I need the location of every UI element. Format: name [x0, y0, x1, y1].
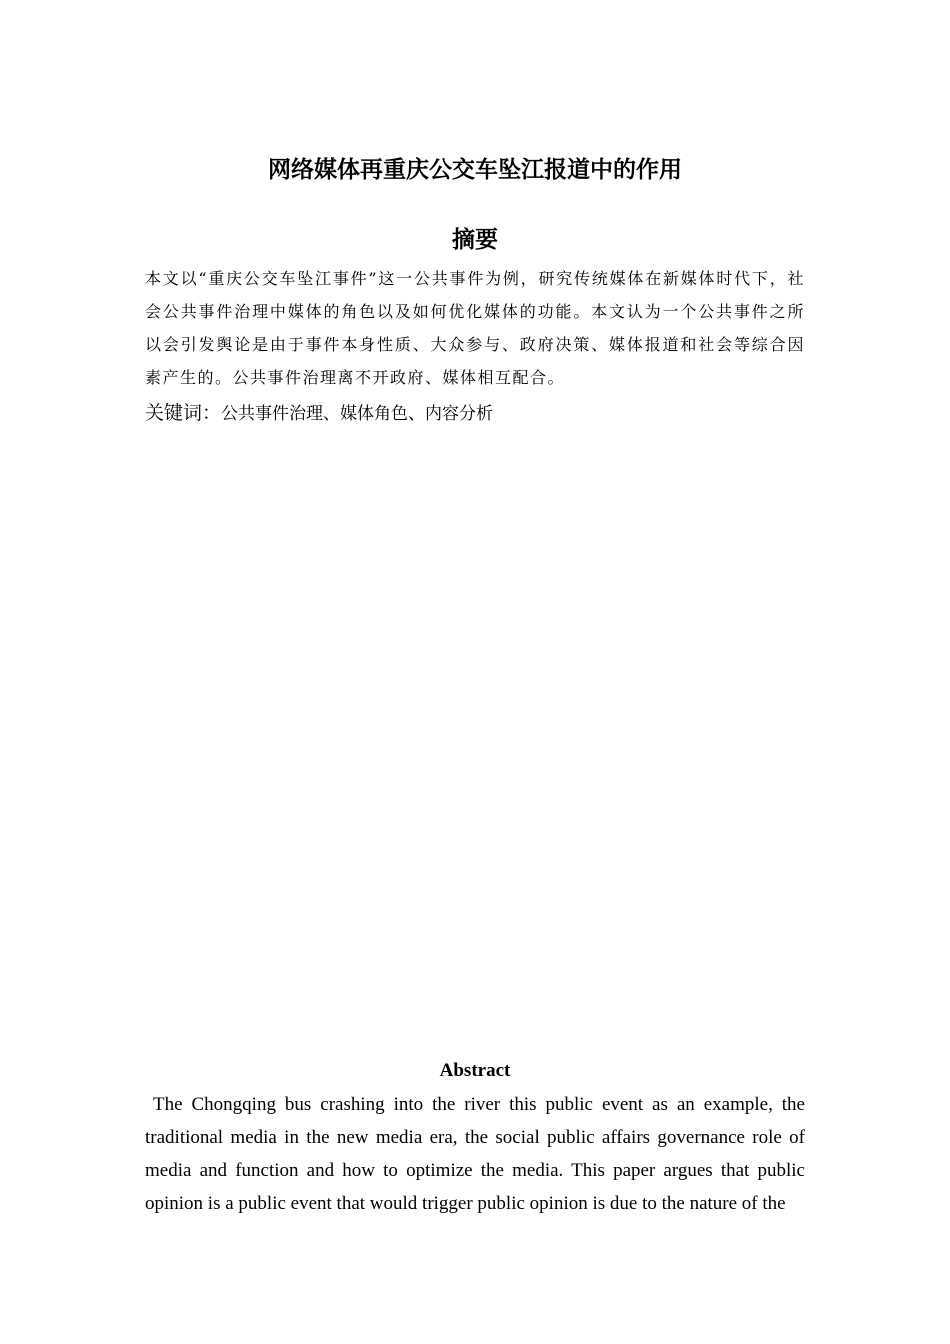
abstract-body-en: The Chongqing bus crashing into the river this public event as an example, the traditional media in the new media era, the social public affairs governance role of media and function and how to optimize the media. This paper argues that public opinion is a public event that would trigger public opinion is due to the nature of the — [145, 1094, 805, 1214]
keywords-line — [145, 398, 805, 429]
document-title: 网络媒体再重庆公交车坠江报道中的作用 — [268, 157, 682, 183]
keywords-value: 公共事件治理、媒体角色、内容分析 — [221, 404, 494, 424]
abstract-heading-en: Abstract — [439, 1060, 511, 1081]
abstract-body-cn: 本文以“重庆公交车坠江事件”这一公共事件为例，研究传统媒体在新媒体时代下，社会公共事件治理中媒体的角色以及如何优化媒体的功能。本文认为一个公共事件之所以会引发舆论是由于事件本身性质、大众参与、政府决策、媒体报道和社会等综合因素产生的。公共事件治理离不开政府、媒体相互配合。 — [145, 269, 805, 387]
abstract-heading-cn: 摘要 — [452, 227, 498, 253]
keywords-label: 关键词： — [145, 402, 222, 424]
